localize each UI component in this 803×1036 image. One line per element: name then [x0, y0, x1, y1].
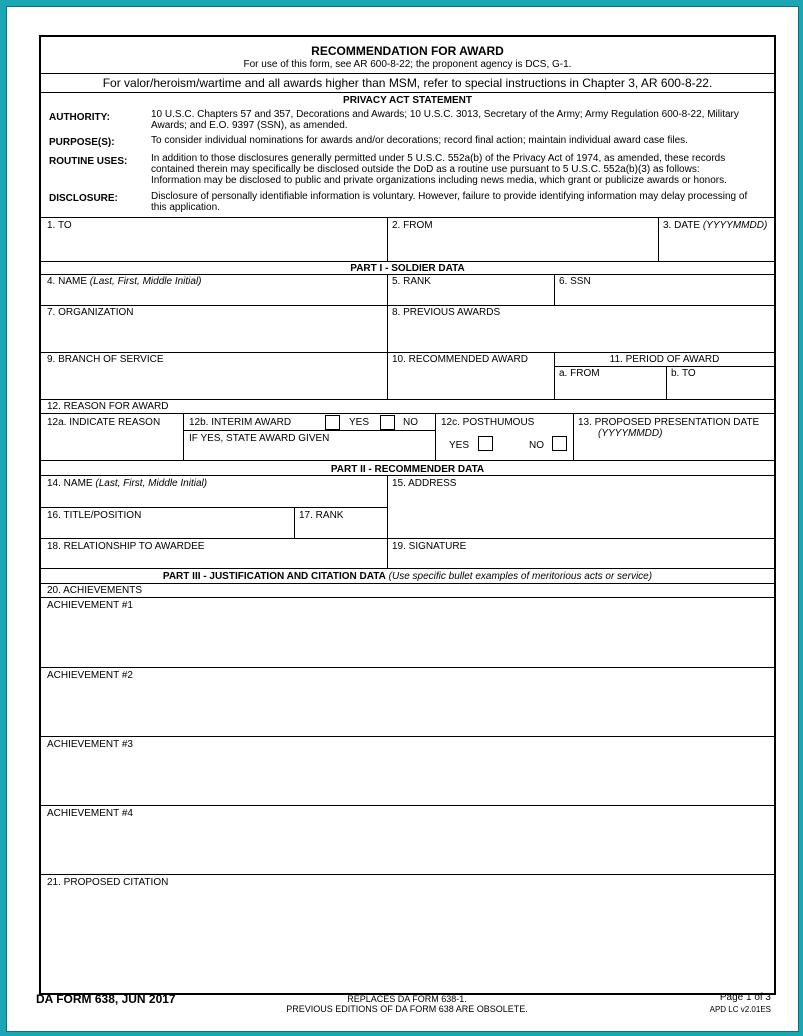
date-label: 3. DATE (YYYYMMDD) [663, 220, 768, 231]
disclosure-text: Disclosure of personally identifiable information is voluntary. However, failure to provide identifying information may delay processing of [151, 191, 748, 202]
ssn-label: 6. SSN [559, 276, 591, 287]
authority-text: 10 U.S.C. Chapters 57 and 357, Decorations and Awards; 10 U.S.C. 3013, Secretary of the Army; Army Regulation 600-8-22, Military [151, 109, 739, 120]
privacy-heading: PRIVACY ACT STATEMENT [343, 95, 472, 106]
divider [435, 413, 436, 460]
address-label: 15. ADDRESS [392, 478, 457, 489]
recommended-award-label: 10. RECOMMENDED AWARD [392, 354, 528, 365]
form-id: DA FORM 638, JUN 2017 [36, 992, 176, 1006]
date-field[interactable] [659, 218, 774, 261]
posthumous-no-checkbox[interactable] [552, 436, 567, 451]
period-label: 11. PERIOD OF AWARD [609, 354, 720, 365]
to-label: 1. TO [47, 220, 72, 231]
relationship-field[interactable] [41, 539, 387, 568]
part1-heading: PART I - SOLDIER DATA [350, 263, 465, 274]
divider [41, 460, 774, 461]
divider [41, 583, 774, 584]
routine-uses-text: In addition to those disclosures generally permitted under 5 U.S.C. 552a(b) of the Privacy Act of 1974, as amended, these records [151, 153, 726, 164]
form-subtitle: For use of this form, see AR 600-8-22; the proponent agency is DCS, G-1. [243, 59, 572, 70]
from-label: 2. FROM [392, 220, 433, 231]
posthumous-label: 12c. POSTHUMOUS [441, 417, 535, 428]
posthumous-yes-checkbox[interactable] [478, 436, 493, 451]
branch-field[interactable] [41, 353, 387, 398]
proposed-citation-field[interactable] [41, 875, 774, 993]
award-given-field[interactable] [184, 431, 435, 460]
achievement-2-label: ACHIEVEMENT #2 [47, 670, 133, 681]
achievement-4-label: ACHIEVEMENT #4 [47, 808, 133, 819]
achievement-1-label: ACHIEVEMENT #1 [47, 600, 133, 611]
divider [41, 568, 774, 569]
achievement-1-field[interactable] [41, 598, 774, 666]
recommender-title-field[interactable] [41, 508, 294, 538]
form-title: RECOMMENDATION FOR AWARD [311, 44, 504, 58]
achievement-2-field[interactable] [41, 668, 774, 736]
presentation-date-format: (YYYYMMDD) [598, 428, 663, 439]
disclosure-label: DISCLOSURE: [49, 193, 118, 204]
recommender-name-label: 14. NAME (Last, First, Middle Initial) [47, 478, 208, 489]
achievement-3-field[interactable] [41, 737, 774, 805]
replaces-note: REPLACES DA FORM 638-1. [347, 994, 467, 1004]
indicate-reason-label: 12a. INDICATE REASON [47, 417, 161, 428]
routine-uses-label: ROUTINE USES: [49, 156, 128, 167]
proposed-citation-label: 21. PROPOSED CITATION [47, 877, 169, 888]
soldier-rank-field[interactable] [388, 275, 554, 305]
reason-label: 12. REASON FOR AWARD [47, 401, 169, 412]
period-to-field[interactable] [667, 367, 774, 398]
branch-label: 9. BRANCH OF SERVICE [47, 354, 164, 365]
divider [41, 92, 774, 93]
organization-label: 7. ORGANIZATION [47, 307, 134, 318]
part2-heading: PART II - RECOMMENDER DATA [330, 464, 485, 475]
routine-uses-text: Information may be disclosed to public and private organizations including news media, which grant or publicize awards or honors. [151, 175, 727, 186]
divider [41, 73, 774, 74]
authority-label: AUTHORITY: [49, 112, 110, 123]
posthumous-yes-label: YES [449, 440, 470, 451]
obsolete-note: PREVIOUS EDITIONS OF DA FORM 638 ARE OBSOLETE. [286, 1004, 528, 1014]
ssn-field[interactable] [555, 275, 774, 305]
presentation-date-label: 13. PROPOSED PRESENTATION DATE [578, 417, 760, 428]
interim-no-checkbox[interactable] [380, 415, 395, 430]
achievement-3-label: ACHIEVEMENT #3 [47, 739, 133, 750]
achievement-4-field[interactable] [41, 806, 774, 874]
presentation-date-field[interactable] [574, 414, 774, 460]
recommender-rank-field[interactable] [295, 508, 387, 538]
period-from-field[interactable] [555, 367, 666, 398]
from-field[interactable] [388, 218, 658, 261]
award-given-label: IF YES, STATE AWARD GIVEN [189, 433, 330, 444]
interim-no-label: NO [403, 417, 418, 428]
routine-uses-text: contained therein may specifically be disclosed outside the DoD as a routine use pursuant to 5 U.S.C. 552a(b)(3) as follows: [151, 164, 700, 175]
special-instruction: For valor/heroism/wartime and all awards higher than MSM, refer to special instructions in Chapter 3, AR 600-8-22. [102, 76, 713, 90]
page-number: Page 1 of 3 [719, 992, 771, 1003]
relationship-label: 18. RELATIONSHIP TO AWARDEE [47, 541, 205, 552]
authority-text: Awards; and E.O. 9397 (SSN), as amended. [151, 120, 348, 131]
divider [41, 399, 774, 400]
previous-awards-label: 8. PREVIOUS AWARDS [392, 307, 501, 318]
indicate-reason-field[interactable] [41, 414, 183, 460]
purpose-label: PURPOSE(S): [49, 137, 115, 148]
recommended-award-field[interactable] [388, 353, 554, 398]
award-form [39, 35, 776, 995]
organization-field[interactable] [41, 306, 387, 351]
interim-yes-label: YES [349, 417, 370, 428]
recommender-rank-label: 17. RANK [299, 510, 344, 521]
soldier-rank-label: 5. RANK [392, 276, 431, 287]
period-from-label: a. FROM [559, 368, 600, 379]
disclosure-text: this application. [151, 202, 220, 213]
version-label: APD LC v2.01ES [709, 1005, 771, 1014]
form-page [6, 6, 799, 1032]
part3-heading: PART III - JUSTIFICATION AND CITATION DATA (Use specific bullet examples of meritorious acts or service) [162, 571, 653, 582]
to-field[interactable] [41, 218, 387, 261]
posthumous-no-label: NO [529, 440, 544, 451]
recommender-title-label: 16. TITLE/POSITION [47, 510, 142, 521]
previous-awards-field[interactable] [388, 306, 774, 351]
interim-yes-checkbox[interactable] [325, 415, 340, 430]
recommender-name-field[interactable] [41, 476, 387, 507]
soldier-name-label: 4. NAME (Last, First, Middle Initial) [47, 276, 202, 287]
signature-field[interactable] [388, 539, 774, 568]
period-to-label: b. TO [671, 368, 696, 379]
achievements-label: 20. ACHIEVEMENTS [47, 585, 143, 596]
divider [41, 261, 774, 262]
address-field[interactable] [388, 476, 774, 538]
signature-label: 19. SIGNATURE [392, 541, 467, 552]
purpose-text: To consider individual nominations for awards and/or decorations; record final action; maintain individual award case files. [151, 135, 688, 146]
interim-award-label: 12b. INTERIM AWARD [189, 417, 292, 428]
soldier-name-field[interactable] [41, 275, 387, 305]
